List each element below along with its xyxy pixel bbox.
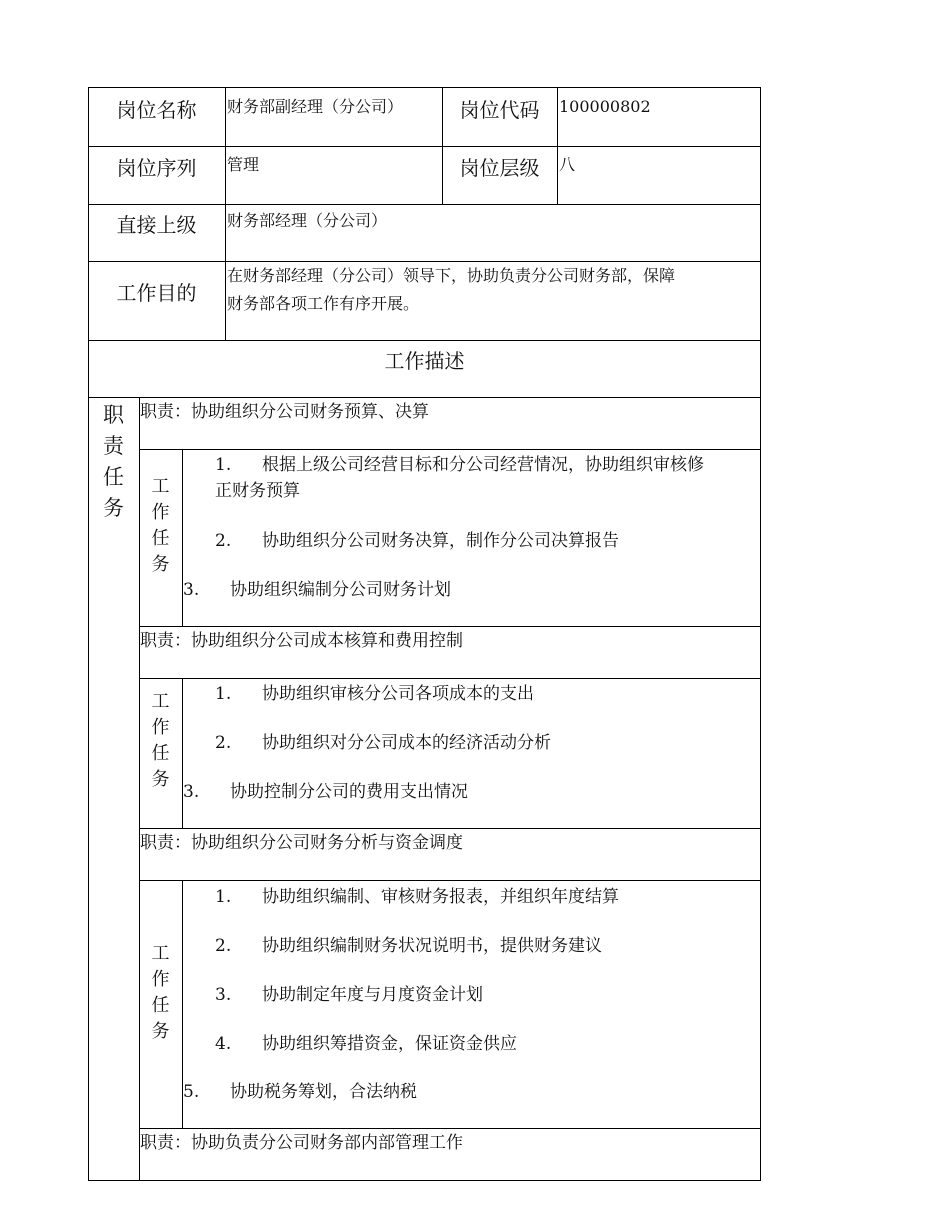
task-number: 4.: [215, 1034, 232, 1054]
table-border: [760, 87, 761, 1181]
task-number: 3.: [183, 782, 200, 802]
row-divider: [139, 449, 761, 450]
task-side-label: [139, 474, 182, 578]
col-divider: [225, 87, 226, 341]
task-char: 作: [151, 969, 170, 990]
row-divider: [139, 678, 761, 679]
task-number: 3.: [183, 580, 200, 600]
task-side-label: [139, 689, 182, 793]
task-text: 协助组织对分公司成本的经济活动分析: [262, 733, 551, 753]
task-char: 任: [151, 995, 170, 1016]
task-text-continued: 正财务预算: [215, 481, 300, 501]
task-number: 1.: [215, 887, 232, 907]
section-title: 工作描述: [384, 349, 465, 373]
task-text: 协助组织筹措资金，保证资金供应: [262, 1034, 517, 1054]
duties-side-label: [88, 400, 139, 524]
task-char: 作: [151, 502, 170, 523]
task-char: 工: [151, 691, 170, 712]
task-text: 协助税务筹划，合法纳税: [230, 1082, 417, 1102]
task-number: 2.: [215, 733, 232, 753]
task-side-label: [139, 941, 182, 1045]
duty-title: 职责：协助组织分公司成本核算和费用控制: [140, 631, 463, 651]
position-code-label: 岗位代码: [459, 98, 540, 122]
position-code-value: 100000802: [559, 97, 651, 116]
row-divider: [88, 146, 761, 147]
task-number: 2.: [215, 531, 232, 551]
duty-title: 职责：协助负责分公司财务部内部管理工作: [140, 1133, 463, 1153]
table-border: [88, 87, 761, 88]
position-name-label: 岗位名称: [116, 98, 197, 122]
side-char: 任: [103, 465, 124, 489]
task-text: 协助组织编制财务状况说明书，提供财务建议: [262, 936, 602, 956]
task-text: 协助组织编制、审核财务报表，并组织年度结算: [262, 887, 619, 907]
position-series-value: 管理: [227, 155, 260, 174]
task-char: 务: [151, 1021, 170, 1042]
task-text: 协助组织分公司财务决算，制作分公司决算报告: [262, 531, 619, 551]
row-divider: [88, 340, 761, 341]
col-divider: [182, 678, 183, 829]
duty-title: 职责：协助组织分公司财务分析与资金调度: [140, 833, 463, 853]
position-level-value: 八: [559, 155, 576, 174]
task-number: 2.: [215, 936, 232, 956]
task-number: 5.: [183, 1082, 200, 1102]
side-char: 责: [103, 434, 124, 458]
task-text: 协助制定年度与月度资金计划: [262, 985, 483, 1005]
task-text: 根据上级公司经营目标和分公司经营情况，协助组织审核修: [262, 455, 704, 475]
task-number: 1.: [215, 684, 232, 704]
duty-title: 职责：协助组织分公司财务预算、决算: [140, 402, 429, 422]
position-series-label: 岗位序列: [116, 156, 197, 180]
task-number: 1.: [215, 455, 232, 475]
position-level-label: 岗位层级: [459, 156, 540, 180]
purpose-value-line1: 在财务部经理（分公司）领导下，协助负责分公司财务部，保障: [227, 266, 676, 285]
row-divider: [139, 880, 761, 881]
task-char: 任: [151, 528, 170, 549]
task-char: 作: [151, 717, 170, 738]
row-divider: [88, 204, 761, 205]
task-char: 务: [151, 554, 170, 575]
position-name-value: 财务部副经理（分公司）: [227, 97, 404, 116]
task-char: 务: [151, 769, 170, 790]
purpose-value-line2: 财务部各项工作有序开展。: [227, 294, 420, 313]
task-char: 任: [151, 743, 170, 764]
supervisor-label: 直接上级: [116, 213, 197, 237]
table-border: [88, 1180, 761, 1181]
col-divider: [557, 87, 558, 205]
supervisor-value: 财务部经理（分公司）: [227, 211, 388, 230]
task-text: 协助组织编制分公司财务计划: [230, 580, 451, 600]
task-text: 协助组织审核分公司各项成本的支出: [262, 684, 534, 704]
task-number: 3.: [215, 985, 232, 1005]
task-char: 工: [151, 476, 170, 497]
side-char: 职: [103, 403, 124, 427]
task-item: [215, 453, 231, 477]
task-text: 协助控制分公司的费用支出情况: [230, 782, 468, 802]
task-char: 工: [151, 943, 170, 964]
table-border: [88, 87, 89, 1181]
purpose-label: 工作目的: [116, 281, 197, 305]
side-char: 务: [103, 496, 124, 520]
